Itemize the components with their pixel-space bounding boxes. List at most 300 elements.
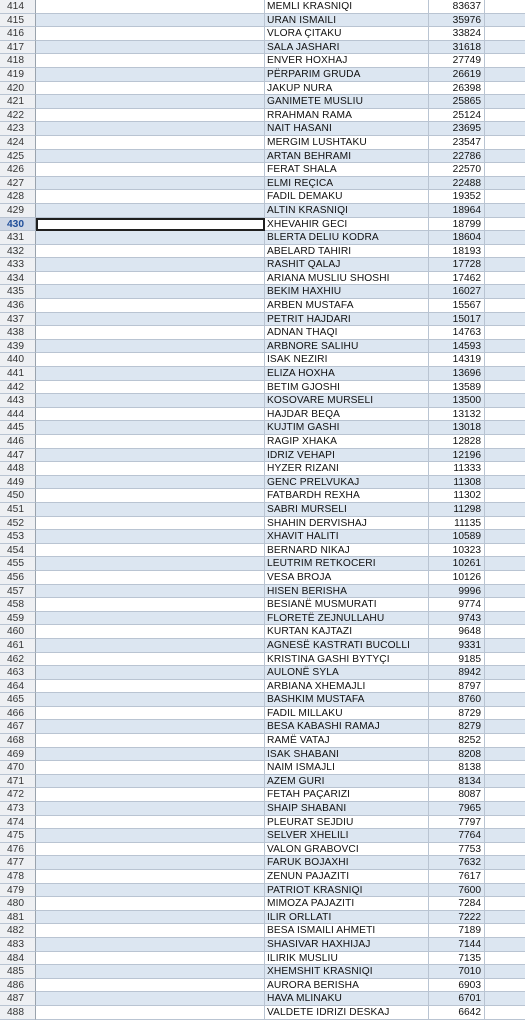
empty-cell[interactable] [36,693,265,707]
row-header[interactable]: 476 [0,843,36,857]
table-row[interactable] [0,639,525,653]
votes-cell[interactable]: 8208 [429,748,485,762]
row-header[interactable]: 455 [0,557,36,571]
empty-cell[interactable] [485,285,525,299]
row-header[interactable]: 454 [0,544,36,558]
row-header[interactable]: 467 [0,720,36,734]
row-header[interactable]: 440 [0,353,36,367]
table-row[interactable] [0,476,525,490]
votes-cell[interactable]: 11308 [429,476,485,490]
empty-cell[interactable] [485,952,525,966]
row-header[interactable]: 488 [0,1006,36,1020]
table-row[interactable] [0,272,525,286]
row-header[interactable]: 483 [0,938,36,952]
empty-cell[interactable] [485,258,525,272]
empty-cell[interactable] [36,54,265,68]
empty-cell[interactable] [36,802,265,816]
votes-cell[interactable]: 10261 [429,557,485,571]
table-row[interactable] [0,313,525,327]
candidate-name-cell[interactable]: BASHKIM MUSTAFA [265,693,429,707]
row-header[interactable]: 423 [0,122,36,136]
empty-cell[interactable] [36,517,265,531]
empty-cell[interactable] [36,0,265,14]
votes-cell[interactable]: 6903 [429,979,485,993]
candidate-name-cell[interactable]: RAGIP XHAKA [265,435,429,449]
candidate-name-cell[interactable]: FATBARDH REXHA [265,489,429,503]
empty-cell[interactable] [485,476,525,490]
table-row[interactable] [0,761,525,775]
empty-cell[interactable] [36,639,265,653]
row-header[interactable]: 451 [0,503,36,517]
candidate-name-cell[interactable]: BESIANË MUSMURATI [265,598,429,612]
row-header[interactable]: 463 [0,666,36,680]
empty-cell[interactable] [485,0,525,14]
table-row[interactable] [0,245,525,259]
empty-cell[interactable] [485,816,525,830]
candidate-name-cell[interactable]: ALTIN KRASNIQI [265,204,429,218]
table-row[interactable] [0,408,525,422]
row-header[interactable]: 452 [0,517,36,531]
candidate-name-cell[interactable]: XHEVAHIR GECI [265,218,429,232]
votes-cell[interactable]: 17728 [429,258,485,272]
table-row[interactable] [0,136,525,150]
empty-cell[interactable] [36,843,265,857]
votes-cell[interactable]: 8087 [429,788,485,802]
empty-cell[interactable] [36,299,265,313]
candidate-name-cell[interactable]: AZEM GURI [265,775,429,789]
empty-cell[interactable] [485,992,525,1006]
empty-cell[interactable] [36,326,265,340]
empty-cell[interactable] [36,421,265,435]
empty-cell[interactable] [36,136,265,150]
empty-cell[interactable] [36,313,265,327]
empty-cell[interactable] [36,394,265,408]
votes-cell[interactable]: 18964 [429,204,485,218]
candidate-name-cell[interactable]: PLEURAT SEJDIU [265,816,429,830]
empty-cell[interactable] [485,54,525,68]
row-header[interactable]: 428 [0,190,36,204]
row-header[interactable]: 447 [0,449,36,463]
empty-cell[interactable] [485,204,525,218]
empty-cell[interactable] [485,340,525,354]
votes-cell[interactable]: 8942 [429,666,485,680]
empty-cell[interactable] [485,408,525,422]
row-header[interactable]: 431 [0,231,36,245]
row-header[interactable]: 479 [0,884,36,898]
table-row[interactable] [0,720,525,734]
empty-cell[interactable] [485,884,525,898]
table-row[interactable] [0,707,525,721]
row-header[interactable]: 414 [0,0,36,14]
table-row[interactable] [0,503,525,517]
empty-cell[interactable] [485,788,525,802]
empty-cell[interactable] [36,856,265,870]
empty-cell[interactable] [36,41,265,55]
candidate-name-cell[interactable]: GANIMETE MUSLIU [265,95,429,109]
empty-cell[interactable] [485,82,525,96]
votes-cell[interactable]: 8134 [429,775,485,789]
row-header[interactable]: 422 [0,109,36,123]
votes-cell[interactable]: 15567 [429,299,485,313]
candidate-name-cell[interactable]: SHASIVAR HAXHIJAJ [265,938,429,952]
votes-cell[interactable]: 26619 [429,68,485,82]
votes-cell[interactable]: 13589 [429,381,485,395]
candidate-name-cell[interactable]: BERNARD NIKAJ [265,544,429,558]
candidate-name-cell[interactable]: FERAT SHALA [265,163,429,177]
row-header[interactable]: 460 [0,625,36,639]
table-row[interactable] [0,666,525,680]
candidate-name-cell[interactable]: BEKIM HAXHIU [265,285,429,299]
table-row[interactable] [0,421,525,435]
table-row[interactable] [0,856,525,870]
candidate-name-cell[interactable]: KRISTINA GASHI BYTYÇI [265,653,429,667]
votes-cell[interactable]: 8138 [429,761,485,775]
table-row[interactable] [0,299,525,313]
candidate-name-cell[interactable]: FLORETË ZEJNULLAHU [265,612,429,626]
votes-cell[interactable]: 15017 [429,313,485,327]
row-header[interactable]: 450 [0,489,36,503]
table-row[interactable] [0,775,525,789]
table-row[interactable] [0,231,525,245]
candidate-name-cell[interactable]: SABRI MURSELI [265,503,429,517]
empty-cell[interactable] [36,992,265,1006]
row-header[interactable]: 418 [0,54,36,68]
empty-cell[interactable] [36,884,265,898]
candidate-name-cell[interactable]: VALDETE IDRIZI DESKAJ [265,1006,429,1020]
votes-cell[interactable]: 7284 [429,897,485,911]
empty-cell[interactable] [485,693,525,707]
table-row[interactable] [0,449,525,463]
candidate-name-cell[interactable]: ILIRIK MUSLIU [265,952,429,966]
empty-cell[interactable] [485,218,525,232]
table-row[interactable] [0,748,525,762]
table-row[interactable] [0,285,525,299]
row-header[interactable]: 430 [0,218,36,232]
table-row[interactable] [0,653,525,667]
votes-cell[interactable]: 7144 [429,938,485,952]
votes-cell[interactable]: 7617 [429,870,485,884]
votes-cell[interactable]: 9648 [429,625,485,639]
empty-cell[interactable] [485,720,525,734]
empty-cell[interactable] [36,231,265,245]
table-row[interactable] [0,517,525,531]
empty-cell[interactable] [36,720,265,734]
table-row[interactable] [0,979,525,993]
empty-cell[interactable] [485,503,525,517]
row-header[interactable]: 474 [0,816,36,830]
empty-cell[interactable] [36,530,265,544]
candidate-name-cell[interactable]: BESA KABASHI RAMAJ [265,720,429,734]
empty-cell[interactable] [485,489,525,503]
empty-cell[interactable] [485,829,525,843]
candidate-name-cell[interactable]: MERGIM LUSHTAKU [265,136,429,150]
empty-cell[interactable] [36,109,265,123]
table-row[interactable] [0,109,525,123]
table-row[interactable] [0,829,525,843]
candidate-name-cell[interactable]: AURORA BERISHA [265,979,429,993]
row-header[interactable]: 446 [0,435,36,449]
candidate-name-cell[interactable]: SALA JASHARI [265,41,429,55]
table-row[interactable] [0,1006,525,1020]
row-header[interactable]: 434 [0,272,36,286]
table-row[interactable] [0,367,525,381]
table-row[interactable] [0,924,525,938]
candidate-name-cell[interactable]: RRAHMAN RAMA [265,109,429,123]
empty-cell[interactable] [36,1006,265,1020]
empty-cell[interactable] [485,666,525,680]
table-row[interactable] [0,544,525,558]
row-header[interactable]: 421 [0,95,36,109]
empty-cell[interactable] [485,802,525,816]
table-row[interactable] [0,557,525,571]
candidate-name-cell[interactable]: ARBNORE SALIHU [265,340,429,354]
table-row[interactable] [0,598,525,612]
empty-cell[interactable] [36,285,265,299]
empty-cell[interactable] [36,612,265,626]
votes-cell[interactable]: 11333 [429,462,485,476]
votes-cell[interactable]: 23547 [429,136,485,150]
votes-cell[interactable]: 13132 [429,408,485,422]
empty-cell[interactable] [36,653,265,667]
table-row[interactable] [0,177,525,191]
empty-cell[interactable] [36,585,265,599]
empty-cell[interactable] [485,571,525,585]
candidate-name-cell[interactable]: HAVA MLINAKU [265,992,429,1006]
votes-cell[interactable]: 7753 [429,843,485,857]
empty-cell[interactable] [36,353,265,367]
candidate-name-cell[interactable]: ARBIANA XHEMAJLI [265,680,429,694]
candidate-name-cell[interactable]: FETAH PAÇARIZI [265,788,429,802]
votes-cell[interactable]: 12828 [429,435,485,449]
votes-cell[interactable]: 14319 [429,353,485,367]
empty-cell[interactable] [36,489,265,503]
table-row[interactable] [0,326,525,340]
table-row[interactable] [0,897,525,911]
candidate-name-cell[interactable]: ARBEN MUSTAFA [265,299,429,313]
row-header[interactable]: 471 [0,775,36,789]
candidate-name-cell[interactable]: SELVER XHELILI [265,829,429,843]
candidate-name-cell[interactable]: LEUTRIM RETKOCERI [265,557,429,571]
candidate-name-cell[interactable]: JAKUP NURA [265,82,429,96]
row-header[interactable]: 435 [0,285,36,299]
votes-cell[interactable]: 9743 [429,612,485,626]
empty-cell[interactable] [36,748,265,762]
votes-cell[interactable]: 17462 [429,272,485,286]
votes-cell[interactable]: 10126 [429,571,485,585]
empty-cell[interactable] [485,190,525,204]
table-row[interactable] [0,625,525,639]
table-row[interactable] [0,952,525,966]
votes-cell[interactable]: 25124 [429,109,485,123]
empty-cell[interactable] [36,14,265,28]
candidate-name-cell[interactable]: FADIL DEMAKU [265,190,429,204]
votes-cell[interactable]: 7010 [429,965,485,979]
candidate-name-cell[interactable]: KURTAN KAJTAZI [265,625,429,639]
empty-cell[interactable] [485,530,525,544]
empty-cell[interactable] [36,897,265,911]
table-row[interactable] [0,218,525,232]
table-row[interactable] [0,340,525,354]
candidate-name-cell[interactable]: SHAHIN DERVISHAJ [265,517,429,531]
votes-cell[interactable]: 12196 [429,449,485,463]
empty-cell[interactable] [36,503,265,517]
row-header[interactable]: 457 [0,585,36,599]
votes-cell[interactable]: 7222 [429,911,485,925]
empty-cell[interactable] [485,95,525,109]
votes-cell[interactable]: 23695 [429,122,485,136]
table-row[interactable] [0,0,525,14]
table-row[interactable] [0,571,525,585]
votes-cell[interactable]: 7600 [429,884,485,898]
candidate-name-cell[interactable]: HISEN BERISHA [265,585,429,599]
table-row[interactable] [0,54,525,68]
candidate-name-cell[interactable]: ENVER HOXHAJ [265,54,429,68]
empty-cell[interactable] [485,598,525,612]
row-header[interactable]: 458 [0,598,36,612]
candidate-name-cell[interactable]: XHEMSHIT KRASNIQI [265,965,429,979]
empty-cell[interactable] [485,27,525,41]
candidate-name-cell[interactable]: IDRIZ VEHAPI [265,449,429,463]
votes-cell[interactable]: 13500 [429,394,485,408]
table-row[interactable] [0,938,525,952]
row-header[interactable]: 482 [0,924,36,938]
empty-cell[interactable] [485,109,525,123]
empty-cell[interactable] [485,462,525,476]
votes-cell[interactable]: 22570 [429,163,485,177]
votes-cell[interactable]: 8729 [429,707,485,721]
votes-cell[interactable]: 7189 [429,924,485,938]
empty-cell[interactable] [485,965,525,979]
empty-cell[interactable] [36,340,265,354]
row-header[interactable]: 461 [0,639,36,653]
empty-cell[interactable] [485,612,525,626]
row-header[interactable]: 415 [0,14,36,28]
table-row[interactable] [0,204,525,218]
votes-cell[interactable]: 13018 [429,421,485,435]
row-header[interactable]: 472 [0,788,36,802]
empty-cell[interactable] [485,299,525,313]
candidate-name-cell[interactable]: RAMË VATAJ [265,734,429,748]
votes-cell[interactable]: 31618 [429,41,485,55]
candidate-name-cell[interactable]: PATRIOT KRASNIQI [265,884,429,898]
votes-cell[interactable]: 25865 [429,95,485,109]
candidate-name-cell[interactable]: NAIM ISMAJLI [265,761,429,775]
row-header[interactable]: 445 [0,421,36,435]
candidate-name-cell[interactable]: URAN ISMAILI [265,14,429,28]
empty-cell[interactable] [485,585,525,599]
empty-cell[interactable] [485,421,525,435]
empty-cell[interactable] [485,748,525,762]
row-header[interactable]: 470 [0,761,36,775]
candidate-name-cell[interactable]: NAIT HASANI [265,122,429,136]
row-header[interactable]: 429 [0,204,36,218]
candidate-name-cell[interactable]: AGNESË KASTRATI BUCOLLI [265,639,429,653]
votes-cell[interactable]: 7965 [429,802,485,816]
table-row[interactable] [0,489,525,503]
table-row[interactable] [0,258,525,272]
votes-cell[interactable]: 14593 [429,340,485,354]
table-row[interactable] [0,190,525,204]
candidate-name-cell[interactable]: BETIM GJOSHI [265,381,429,395]
empty-cell[interactable] [36,449,265,463]
row-header[interactable]: 485 [0,965,36,979]
candidate-name-cell[interactable]: PETRIT HAJDARI [265,313,429,327]
empty-cell[interactable] [36,258,265,272]
votes-cell[interactable]: 9185 [429,653,485,667]
votes-cell[interactable]: 8760 [429,693,485,707]
table-row[interactable] [0,734,525,748]
votes-cell[interactable]: 8252 [429,734,485,748]
empty-cell[interactable] [485,367,525,381]
empty-cell[interactable] [36,150,265,164]
empty-cell[interactable] [36,911,265,925]
active-cell[interactable] [36,218,265,232]
empty-cell[interactable] [485,870,525,884]
table-row[interactable] [0,68,525,82]
table-row[interactable] [0,530,525,544]
votes-cell[interactable]: 83637 [429,0,485,14]
empty-cell[interactable] [36,788,265,802]
votes-cell[interactable]: 18193 [429,245,485,259]
empty-cell[interactable] [36,734,265,748]
table-row[interactable] [0,122,525,136]
empty-cell[interactable] [485,353,525,367]
row-header[interactable]: 468 [0,734,36,748]
empty-cell[interactable] [36,598,265,612]
row-header[interactable]: 487 [0,992,36,1006]
candidate-name-cell[interactable]: VESA BROJA [265,571,429,585]
table-row[interactable] [0,14,525,28]
empty-cell[interactable] [36,245,265,259]
empty-cell[interactable] [485,843,525,857]
row-header[interactable]: 465 [0,693,36,707]
votes-cell[interactable]: 26398 [429,82,485,96]
votes-cell[interactable]: 11298 [429,503,485,517]
row-header[interactable]: 462 [0,653,36,667]
table-row[interactable] [0,82,525,96]
empty-cell[interactable] [36,68,265,82]
empty-cell[interactable] [485,544,525,558]
empty-cell[interactable] [36,557,265,571]
empty-cell[interactable] [485,911,525,925]
row-header[interactable]: 448 [0,462,36,476]
table-row[interactable] [0,843,525,857]
candidate-name-cell[interactable]: GENC PRELVUKAJ [265,476,429,490]
candidate-name-cell[interactable]: VLORA ÇITAKU [265,27,429,41]
empty-cell[interactable] [36,775,265,789]
row-header[interactable]: 481 [0,911,36,925]
votes-cell[interactable]: 8797 [429,680,485,694]
empty-cell[interactable] [485,394,525,408]
row-header[interactable]: 426 [0,163,36,177]
empty-cell[interactable] [485,979,525,993]
empty-cell[interactable] [36,82,265,96]
empty-cell[interactable] [485,761,525,775]
empty-cell[interactable] [36,122,265,136]
votes-cell[interactable]: 33824 [429,27,485,41]
candidate-name-cell[interactable]: ARIANA MUSLIU SHOSHI [265,272,429,286]
empty-cell[interactable] [36,924,265,938]
empty-cell[interactable] [36,367,265,381]
candidate-name-cell[interactable]: HYZER RIZANI [265,462,429,476]
votes-cell[interactable]: 7632 [429,856,485,870]
empty-cell[interactable] [36,870,265,884]
table-row[interactable] [0,870,525,884]
row-header[interactable]: 424 [0,136,36,150]
empty-cell[interactable] [36,190,265,204]
candidate-name-cell[interactable]: ELIZA HOXHA [265,367,429,381]
candidate-name-cell[interactable]: KOSOVARE MURSELI [265,394,429,408]
